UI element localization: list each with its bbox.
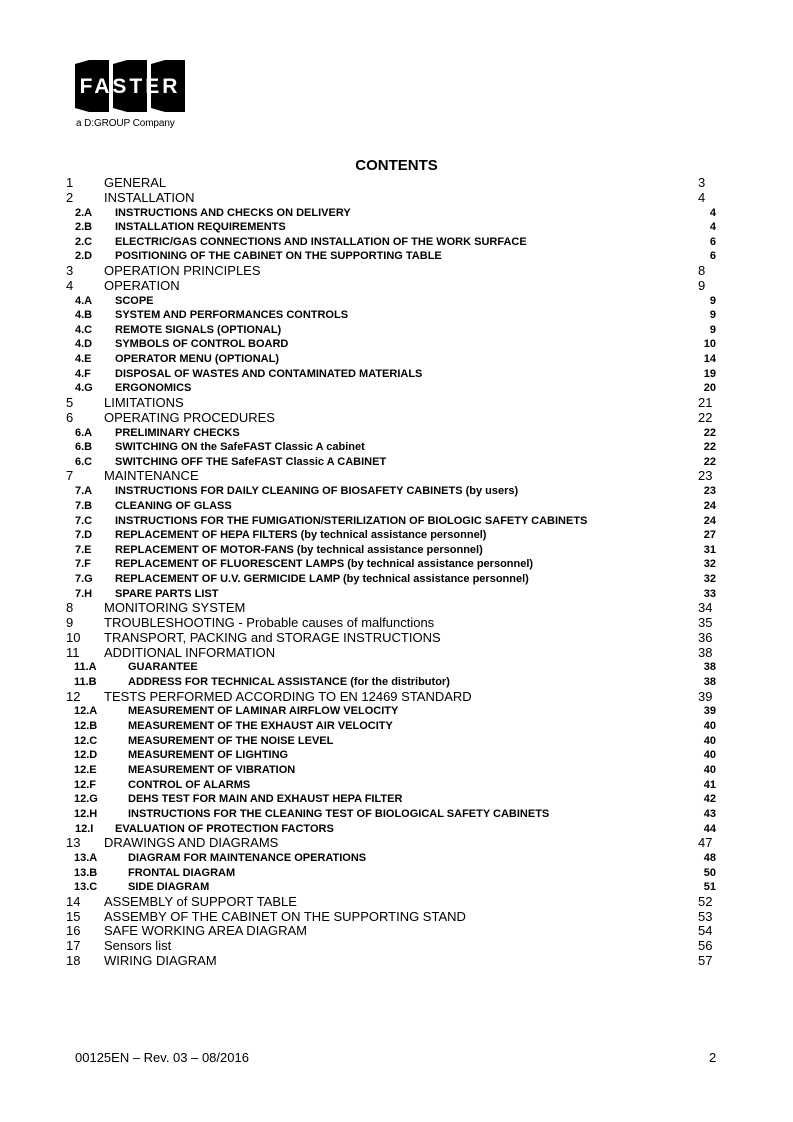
toc-page: 31: [703, 543, 716, 556]
toc-title: DIAGRAM FOR MAINTENANCE OPERATIONS: [128, 851, 367, 864]
toc-section[interactable]: [66, 822, 716, 837]
toc-number: 7.F: [75, 558, 91, 571]
toc-page: 20: [703, 382, 716, 395]
toc-number: 9: [66, 615, 74, 631]
toc-title: OPERATION: [104, 277, 180, 293]
toc-chapter[interactable]: [66, 264, 716, 279]
toc-page: 23: [698, 468, 713, 484]
toc-number: 4.F: [75, 367, 91, 380]
toc-number: 13.C: [74, 881, 98, 894]
toc-number: 7.C: [75, 514, 93, 527]
toc-number: 4: [66, 277, 74, 293]
toc-page: 57: [698, 952, 713, 968]
toc-section[interactable]: [66, 675, 716, 690]
toc-number: 11: [66, 644, 80, 660]
toc-page: 39: [698, 688, 713, 704]
toc-title: SYSTEM AND PERFORMANCES CONTROLS: [115, 309, 349, 322]
toc-number: 7: [66, 468, 74, 484]
toc-title: TROUBLESHOOTING - Probable causes of malfunctions: [104, 615, 435, 631]
toc-number: 7.A: [75, 485, 93, 498]
toc-title: OPERATING PROCEDURES: [104, 409, 275, 425]
toc-page: 40: [703, 734, 716, 747]
toc-number: 13: [66, 835, 81, 851]
toc-number: 4.G: [75, 382, 93, 395]
toc-chapter[interactable]: [66, 396, 716, 411]
toc-chapter[interactable]: [66, 690, 716, 705]
toc-page: 34: [698, 600, 713, 616]
toc-number: 7.G: [75, 573, 93, 586]
toc-number: 6.A: [75, 426, 93, 439]
toc-number: 2.B: [75, 221, 93, 234]
toc-title: SIDE DIAGRAM: [128, 881, 210, 894]
toc-section[interactable]: [66, 426, 716, 441]
toc-section[interactable]: [66, 734, 716, 749]
toc-number: 12.F: [74, 778, 97, 791]
page-title: CONTENTS: [355, 157, 438, 174]
toc-section[interactable]: [66, 308, 716, 323]
page-number: 2: [709, 1050, 717, 1065]
toc-page: 48: [703, 851, 716, 864]
toc-page: 40: [703, 720, 716, 733]
toc-section[interactable]: [66, 352, 716, 367]
toc-title: GUARANTEE: [128, 661, 198, 674]
toc-title: TRANSPORT, PACKING and STORAGE INSTRUCTIONS: [104, 629, 441, 645]
toc-page: 24: [703, 514, 716, 527]
toc-number: 4.E: [75, 353, 92, 366]
toc-chapter[interactable]: [66, 411, 716, 426]
toc-page: 38: [703, 661, 716, 674]
toc-title: REPLACEMENT OF MOTOR-FANS (by technical assistance personnel): [115, 543, 483, 556]
toc-title: SYMBOLS OF CONTROL BOARD: [115, 338, 289, 351]
toc-title: SAFE WORKING AREA DIAGRAM: [104, 923, 307, 939]
toc-section[interactable]: [66, 660, 716, 675]
logo-wordmark: FASTER: [79, 75, 181, 98]
toc-page: 3: [698, 175, 706, 190]
toc-number: 12.C: [74, 734, 98, 747]
toc-number: 7.B: [75, 499, 93, 512]
faster-logo-graphic: [75, 60, 185, 112]
toc-number: 3: [66, 263, 74, 279]
toc-title: INSTRUCTIONS FOR THE FUMIGATION/STERILIZATION OF BIOLOGIC SAFETY CABINETS: [115, 514, 588, 527]
toc-number: 13.B: [74, 866, 98, 879]
toc-number: 8: [66, 600, 74, 616]
toc-number: 2.C: [75, 235, 93, 248]
toc-chapter[interactable]: [66, 469, 716, 484]
toc-section[interactable]: [66, 484, 716, 499]
toc-section[interactable]: [66, 323, 716, 338]
toc-page: 56: [698, 938, 713, 954]
toc-number: 10: [66, 629, 81, 645]
document-code: 00125EN – Rev. 03 – 08/2016: [75, 1050, 249, 1065]
toc-page: 50: [703, 866, 716, 879]
toc-section[interactable]: [66, 235, 716, 250]
toc-title: ASSEMBLY of SUPPORT TABLE: [104, 893, 297, 909]
toc-section[interactable]: [66, 587, 716, 602]
toc-title: REPLACEMENT OF FLUORESCENT LAMPS (by technical assistance personnel): [115, 558, 534, 571]
toc-number: 15: [66, 908, 81, 924]
toc-number: 12.H: [74, 807, 98, 820]
toc-section[interactable]: [66, 206, 716, 221]
toc-title: INSTALLATION: [104, 189, 195, 205]
toc-page: 9: [709, 294, 716, 307]
toc-title: MEASUREMENT OF VIBRATION: [128, 763, 296, 776]
toc-page: 4: [698, 189, 706, 205]
toc-page: 22: [703, 426, 716, 439]
toc-title: MEASUREMENT OF THE NOISE LEVEL: [128, 734, 334, 747]
toc-page: 40: [703, 749, 716, 762]
toc-title: DEHS TEST FOR MAIN AND EXHAUST HEPA FILTER: [128, 793, 403, 806]
toc-page: 35: [698, 615, 713, 631]
toc-title: INSTRUCTIONS FOR THE CLEANING TEST OF BIOLOGICAL SAFETY CABINETS: [128, 807, 550, 820]
toc-number: 4.A: [75, 294, 93, 307]
toc-chapter[interactable]: [66, 601, 716, 616]
toc-section[interactable]: [66, 499, 716, 514]
toc-section[interactable]: [66, 514, 716, 529]
toc-title: SCOPE: [115, 294, 154, 307]
toc-page: 22: [698, 409, 713, 425]
toc-title: OPERATION PRINCIPLES: [104, 263, 261, 279]
toc-number: 1: [66, 175, 74, 190]
toc-number: 6.C: [75, 455, 93, 468]
toc-section[interactable]: [66, 381, 716, 396]
toc-page: 9: [709, 309, 716, 322]
toc-title: REMOTE SIGNALS (OPTIONAL): [115, 323, 282, 336]
toc-section[interactable]: [66, 704, 716, 719]
toc-number: 7.H: [75, 587, 93, 600]
toc-number: 16: [66, 923, 81, 939]
toc-chapter[interactable]: [66, 836, 716, 851]
toc-number: 12.G: [74, 793, 98, 806]
toc-chapter[interactable]: [66, 191, 716, 206]
toc-section[interactable]: [66, 572, 716, 587]
toc-section[interactable]: [66, 719, 716, 734]
toc-number: 6: [66, 409, 74, 425]
toc-section[interactable]: [66, 557, 716, 572]
toc-title: INSTRUCTIONS FOR DAILY CLEANING OF BIOSAFETY CABINETS (by users): [115, 485, 519, 498]
toc-page: 38: [703, 675, 716, 688]
toc-chapter[interactable]: [66, 939, 716, 954]
toc-title: REPLACEMENT OF U.V. GERMICIDE LAMP (by technical assistance personnel): [115, 573, 529, 586]
toc-title: ELECTRIC/GAS CONNECTIONS AND INSTALLATION OF THE WORK SURFACE: [115, 235, 527, 248]
toc-page: 6: [709, 250, 716, 263]
toc-number: 7.E: [75, 543, 92, 556]
toc-number: 2.D: [75, 250, 93, 263]
toc-page: 8: [698, 263, 706, 279]
toc-chapter[interactable]: [66, 646, 716, 661]
toc-section[interactable]: [66, 249, 716, 264]
toc-page: 4: [709, 206, 716, 219]
toc-section[interactable]: [66, 866, 716, 881]
toc-page: 10: [703, 338, 716, 351]
toc-section[interactable]: [66, 455, 716, 470]
toc-number: 6.B: [75, 441, 93, 454]
toc-chapter[interactable]: [66, 895, 716, 910]
toc-page: 6: [709, 235, 716, 248]
toc-number: 18: [66, 952, 81, 968]
toc-section[interactable]: [66, 440, 716, 455]
toc-title: MAINTENANCE: [104, 468, 199, 484]
toc-number: 13.A: [74, 851, 98, 864]
toc-title: CLEANING OF GLASS: [115, 499, 232, 512]
toc-page: 43: [703, 807, 716, 820]
toc-title: PRELIMINARY CHECKS: [115, 426, 240, 439]
toc-page: 41: [703, 778, 716, 791]
toc-page: 33: [703, 587, 716, 600]
toc-title: OPERATOR MENU (OPTIONAL): [115, 353, 279, 366]
toc-page: 52: [698, 893, 713, 909]
toc-title: ADDITIONAL INFORMATION: [104, 644, 276, 660]
toc-page: 24: [703, 499, 716, 512]
toc-page: 22: [703, 441, 716, 454]
toc-page: 51: [703, 881, 716, 894]
toc-section[interactable]: [66, 792, 716, 807]
toc-section[interactable]: [66, 807, 716, 822]
toc-title: Sensors list: [104, 938, 172, 954]
toc-title: MONITORING SYSTEM: [104, 600, 246, 616]
toc-title: REPLACEMENT OF HEPA FILTERS (by technical assistance personnel): [115, 529, 487, 542]
toc-number: 2.A: [75, 206, 93, 219]
toc-page: 23: [703, 485, 716, 498]
toc-page: 22: [703, 455, 716, 468]
toc-section[interactable]: [66, 880, 716, 895]
toc-chapter[interactable]: [66, 924, 716, 939]
toc-section[interactable]: [66, 337, 716, 352]
toc-page: 32: [703, 558, 716, 571]
toc-title: MEASUREMENT OF THE EXHAUST AIR VELOCITY: [128, 720, 393, 733]
toc-title: POSITIONING OF THE CABINET ON THE SUPPORTING TABLE: [115, 250, 442, 263]
toc-section[interactable]: [66, 778, 716, 793]
toc-section[interactable]: [66, 851, 716, 866]
toc-chapter[interactable]: [66, 279, 716, 294]
toc-section[interactable]: [66, 528, 716, 543]
toc-chapter[interactable]: [66, 954, 716, 969]
toc-page: 14: [703, 353, 716, 366]
toc-section[interactable]: [66, 294, 716, 309]
company-logo: [75, 60, 185, 112]
toc-number: 17: [66, 938, 81, 954]
toc-page: 39: [703, 705, 716, 718]
toc-number: 14: [66, 893, 81, 909]
toc-title: INSTALLATION REQUIREMENTS: [115, 221, 286, 234]
toc-title: SPARE PARTS LIST: [115, 587, 219, 600]
toc-number: 4.D: [75, 338, 93, 351]
toc-section[interactable]: [66, 748, 716, 763]
toc-number: 12.E: [74, 763, 97, 776]
toc-title: DRAWINGS AND DIAGRAMS: [104, 835, 279, 851]
toc-title: ERGONOMICS: [115, 382, 192, 395]
toc-title: LIMITATIONS: [104, 395, 184, 411]
toc-section[interactable]: [66, 763, 716, 778]
toc-title: EVALUATION OF PROTECTION FACTORS: [115, 822, 334, 835]
company-tagline: a D:GROUP Company: [76, 118, 175, 129]
toc-title: FRONTAL DIAGRAM: [128, 866, 236, 879]
toc-section[interactable]: [66, 220, 716, 235]
toc-number: 4.C: [75, 323, 93, 336]
toc-number: 12: [66, 688, 81, 704]
toc-title: MEASUREMENT OF LAMINAR AIRFLOW VELOCITY: [128, 705, 399, 718]
toc-title: TESTS PERFORMED ACCORDING TO EN 12469 STANDARD: [104, 688, 472, 704]
toc-page: 54: [698, 923, 713, 939]
toc-page: 40: [703, 763, 716, 776]
toc-title: SWITCHING OFF THE SafeFAST Classic A CABINET: [115, 455, 387, 468]
toc-chapter[interactable]: [66, 176, 716, 191]
toc-chapter[interactable]: [66, 616, 716, 631]
toc-page: 27: [703, 529, 716, 542]
toc-title: WIRING DIAGRAM: [104, 952, 217, 968]
toc-title: ADDRESS FOR TECHNICAL ASSISTANCE (for the distributor): [128, 675, 450, 688]
toc-title: INSTRUCTIONS AND CHECKS ON DELIVERY: [115, 206, 351, 219]
toc-number: 12.A: [74, 705, 98, 718]
toc-number: 5: [66, 395, 74, 411]
toc-page: 9: [709, 323, 716, 336]
toc-chapter[interactable]: [66, 631, 716, 646]
toc-number: 7.D: [75, 529, 93, 542]
toc-number: 2: [66, 189, 74, 205]
toc-number: 12.B: [74, 720, 98, 733]
toc-title: ASSEMBY OF THE CABINET ON THE SUPPORTING STAND: [104, 908, 466, 924]
toc-title: DISPOSAL OF WASTES AND CONTAMINATED MATERIALS: [115, 367, 423, 380]
toc-title: SWITCHING ON the SafeFAST Classic A cabinet: [115, 441, 365, 454]
toc-number: 11.A: [74, 661, 97, 674]
toc-page: 38: [698, 644, 713, 660]
toc-number: 11.B: [74, 675, 97, 688]
toc-number: 4.B: [75, 309, 93, 322]
toc-page: 36: [698, 629, 713, 645]
toc-page: 44: [703, 822, 716, 835]
toc-page: 9: [698, 277, 706, 293]
toc-section[interactable]: [66, 543, 716, 558]
toc-page: 32: [703, 573, 716, 586]
toc-page: 4: [709, 221, 716, 234]
toc-page: 53: [698, 908, 713, 924]
toc-title: CONTROL OF ALARMS: [128, 778, 251, 791]
toc-number: 12.D: [74, 749, 98, 762]
toc-page: 47: [698, 835, 713, 851]
table-of-contents: [66, 176, 716, 969]
toc-section[interactable]: [66, 367, 716, 382]
toc-number: 12.I: [75, 822, 94, 835]
toc-page: 21: [698, 395, 713, 411]
toc-title: MEASUREMENT OF LIGHTING: [128, 749, 289, 762]
toc-chapter[interactable]: [66, 910, 716, 925]
toc-title: GENERAL: [104, 175, 167, 190]
toc-page: 42: [703, 793, 716, 806]
toc-page: 19: [703, 367, 716, 380]
